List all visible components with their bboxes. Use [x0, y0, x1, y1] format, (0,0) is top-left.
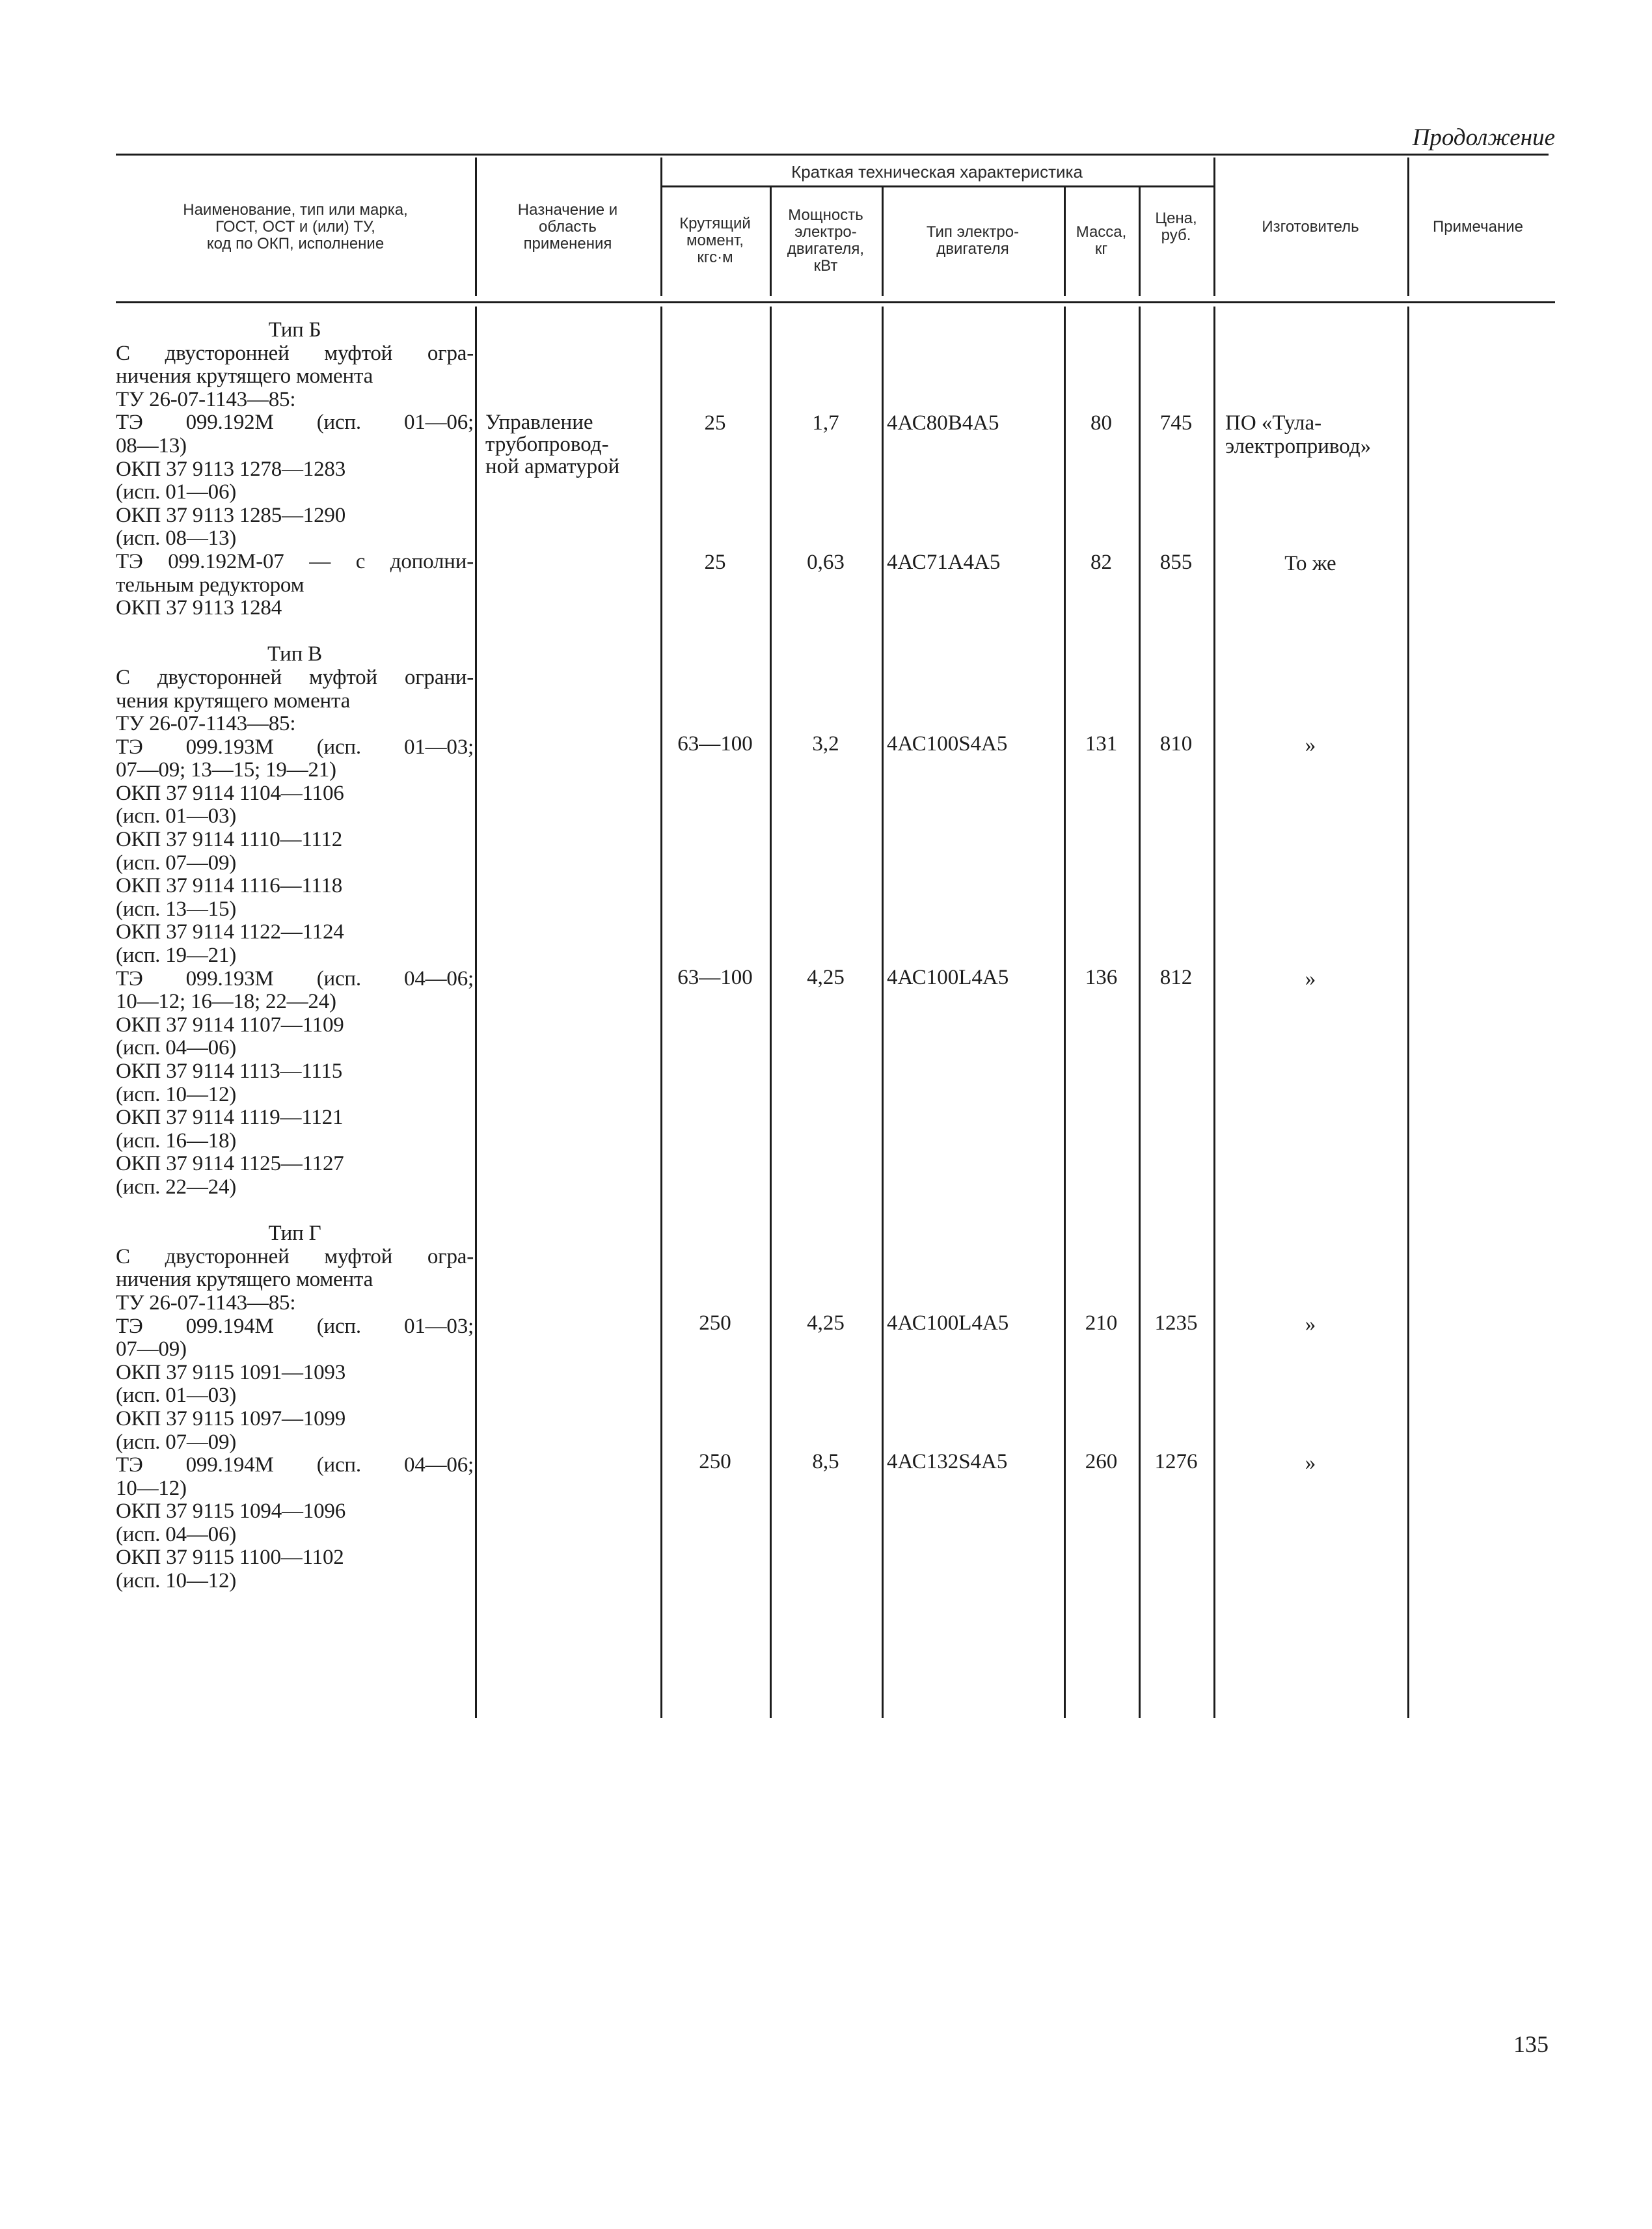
mass-value: 80	[1090, 411, 1112, 435]
header-line: ГОСТ, ОСТ и (или) ТУ,	[215, 217, 375, 236]
name-line: ОКП 37 9115 1094—1096	[116, 1500, 345, 1524]
name-line: ничения крутящего момента	[116, 365, 373, 389]
motor-type-value: 4АС132S4А5	[887, 1450, 1008, 1473]
name-line: ТЭ 099.194М (исп. 04—06;	[116, 1454, 474, 1477]
name-line: Тип Г	[268, 1222, 321, 1246]
motor-type-value: 4АС100L4А5	[887, 966, 1009, 989]
torque-value: 250	[699, 1450, 731, 1473]
torque-value: 250	[699, 1311, 731, 1335]
manufacturer-value: »	[1305, 733, 1316, 757]
name-line: ОКП 37 9113 1285—1290	[116, 504, 345, 527]
header-line: область	[539, 217, 597, 236]
body-column-divider	[1139, 307, 1141, 1718]
header-manufacturer-column	[1213, 157, 1407, 296]
name-line: ТЭ 099.192М-07 — с дополни-	[116, 550, 474, 573]
name-line: (исп. 04—06)	[116, 1523, 237, 1546]
motor-type-value: 4АС71А4А5	[887, 551, 1001, 574]
name-line: ОКП 37 9114 1107—1109	[116, 1013, 344, 1037]
table-top-rule	[116, 154, 1549, 156]
torque-value: 63—100	[677, 732, 753, 756]
name-line: 10—12)	[116, 1477, 187, 1500]
header-line: Цена,	[1155, 209, 1197, 227]
purpose-column	[485, 411, 661, 478]
name-line: (исп. 01—03)	[116, 1384, 237, 1408]
name-line: Тип В	[267, 643, 322, 666]
name-line: ОКП 37 9113 1284	[116, 597, 282, 620]
name-line: 10—12; 16—18; 22—24)	[116, 991, 336, 1014]
name-line: тельным редуктором	[116, 573, 305, 597]
header-line: момент,	[686, 232, 744, 249]
header-name-column	[116, 157, 475, 296]
name-line: ОКП 37 9114 1125—1127	[116, 1153, 344, 1176]
running-head: Продолжение	[1412, 124, 1555, 151]
header-bottom-rule	[116, 301, 1555, 303]
header-line: Тип электро-	[926, 223, 1020, 241]
price-value: 745	[1159, 411, 1193, 435]
power-value: 4,25	[807, 966, 845, 989]
name-line: (исп. 07—09)	[116, 851, 237, 875]
name-line: (исп. 07—09)	[116, 1430, 237, 1454]
manufacturer-value: »	[1305, 1313, 1316, 1336]
power-value: 3,2	[812, 732, 839, 756]
header-line: кгс·м	[697, 249, 733, 266]
header-line: кг	[1094, 240, 1108, 258]
body-column-divider	[660, 307, 662, 1718]
name-line: (исп. 16—18)	[116, 1129, 237, 1153]
price-value: 1235	[1154, 1311, 1198, 1335]
body-column-divider	[1064, 307, 1066, 1718]
torque-value: 63—100	[677, 966, 753, 989]
name-line: 08—13)	[116, 434, 187, 458]
header-line: Наименование, тип или марка,	[183, 200, 408, 219]
name-line: (исп. 13—15)	[116, 897, 237, 921]
header-power-column	[770, 185, 882, 296]
header-line: Назначение и	[517, 200, 618, 219]
body-column-divider	[475, 307, 477, 1718]
motor-type-value: 4АС80В4А5	[887, 411, 999, 435]
power-value: 8,5	[812, 1450, 839, 1473]
name-line: ОКП 37 9114 1104—1106	[116, 782, 344, 805]
name-line: (исп. 01—03)	[116, 805, 237, 828]
name-line: ОКП 37 9115 1097—1099	[116, 1407, 345, 1430]
name-line: ОКП 37 9114 1122—1124	[116, 921, 344, 944]
name-line: ТЭ 099.192М (исп. 01—06;	[116, 411, 474, 435]
body-column-divider	[1407, 307, 1409, 1718]
purpose-line: ной арматурой	[485, 455, 620, 478]
mass-value: 210	[1085, 1311, 1118, 1335]
name-line: С двусторонней муфтой огра-	[116, 1245, 474, 1268]
name-line: чения крутящего момента	[116, 689, 351, 713]
header-line: кВт	[813, 257, 838, 275]
name-line: ОКП 37 9115 1100—1102	[116, 1546, 344, 1570]
name-line: (исп. 22—24)	[116, 1175, 237, 1199]
header-line: Примечание	[1433, 217, 1523, 236]
name-line: (исп. 10—12)	[116, 1570, 237, 1593]
header-line: код по ОКП, исполнение	[206, 234, 385, 253]
power-value: 1,7	[812, 411, 839, 435]
name-line: ТЭ 099.193М (исп. 04—06;	[116, 967, 474, 991]
section-spacer	[116, 620, 474, 644]
product-name-column	[116, 319, 474, 1593]
header-note-column	[1407, 157, 1549, 296]
manufacturer-value: ПО «Тула-	[1225, 411, 1322, 435]
purpose-line: Управление	[485, 411, 593, 434]
power-value: 0,63	[807, 551, 845, 574]
header-line: Изготовитель	[1262, 217, 1359, 236]
name-line: С двусторонней муфтой огра-	[116, 342, 474, 365]
name-line: ОКП 37 9114 1113—1115	[116, 1060, 343, 1083]
manufacturer-value: электропривод»	[1225, 435, 1372, 458]
name-line: ОКП 37 9115 1091—1093	[116, 1361, 345, 1384]
header-line: Масса,	[1076, 223, 1127, 241]
name-line: 07—09; 13—15; 19—21)	[116, 759, 336, 782]
body-column-divider	[770, 307, 772, 1718]
name-line: 07—09)	[116, 1338, 187, 1361]
name-line: (исп. 01—06)	[116, 481, 237, 504]
header-line: руб.	[1161, 226, 1191, 244]
name-line: (исп. 04—06)	[116, 1037, 237, 1060]
header-line: электро-	[794, 223, 857, 241]
name-line: (исп. 19—21)	[116, 944, 237, 968]
torque-value: 25	[704, 411, 726, 435]
name-line: ТУ 26-07-1143—85:	[116, 388, 296, 411]
header-price-column	[1139, 157, 1213, 296]
mass-value: 136	[1085, 966, 1118, 989]
price-value: 1276	[1154, 1450, 1198, 1473]
manufacturer-value: То же	[1284, 552, 1336, 575]
motor-type-value: 4АС100S4А5	[887, 732, 1008, 756]
torque-value: 25	[704, 551, 726, 574]
name-line: ОКП 37 9113 1278—1283	[116, 458, 345, 481]
manufacturer-value: »	[1305, 967, 1316, 991]
motor-type-value: 4АС100L4А5	[887, 1311, 1009, 1335]
name-line: ТУ 26-07-1143—85:	[116, 1291, 296, 1315]
header-line: двигателя,	[787, 240, 865, 258]
manufacturer-value: »	[1305, 1451, 1316, 1475]
header-motor-type-column	[882, 185, 1064, 296]
mass-value: 131	[1085, 732, 1118, 756]
name-line: ТУ 26-07-1143—85:	[116, 713, 296, 736]
name-line: ничения крутящего момента	[116, 1268, 373, 1292]
header-line: Крутящий	[679, 215, 751, 232]
header-purpose-column	[475, 157, 660, 296]
name-line: ОКП 37 9114 1116—1118	[116, 875, 343, 898]
header-line: Мощность	[788, 206, 863, 224]
page-number: 135	[1513, 2031, 1549, 2057]
mass-value: 82	[1090, 551, 1112, 574]
header-mass-column	[1064, 185, 1139, 296]
section-spacer	[116, 1199, 474, 1223]
mass-value: 260	[1085, 1450, 1118, 1473]
name-line: (исп. 10—12)	[116, 1083, 237, 1106]
purpose-line: трубопровод-	[485, 433, 609, 456]
name-line: Тип Б	[268, 319, 321, 342]
header-line: применения	[523, 234, 612, 253]
price-value: 810	[1159, 732, 1193, 756]
header-torque-column	[660, 185, 770, 296]
body-column-divider	[1213, 307, 1215, 1718]
name-line: С двусторонней муфтой ограни-	[116, 666, 474, 689]
name-line: ОКП 37 9114 1110—1112	[116, 828, 343, 852]
body-column-divider	[882, 307, 884, 1718]
name-line: ОКП 37 9114 1119—1121	[116, 1106, 344, 1130]
power-value: 4,25	[807, 1311, 845, 1335]
header-tech-characteristics: Краткая техническая характеристика	[791, 161, 1083, 182]
price-value: 812	[1159, 966, 1193, 989]
name-line: (исп. 08—13)	[116, 527, 237, 551]
name-line: ТЭ 099.193М (исп. 01—03;	[116, 735, 474, 759]
price-value: 855	[1159, 551, 1193, 574]
header-line: двигателя	[936, 240, 1009, 258]
name-line: ТЭ 099.194М (исп. 01—03;	[116, 1315, 474, 1338]
